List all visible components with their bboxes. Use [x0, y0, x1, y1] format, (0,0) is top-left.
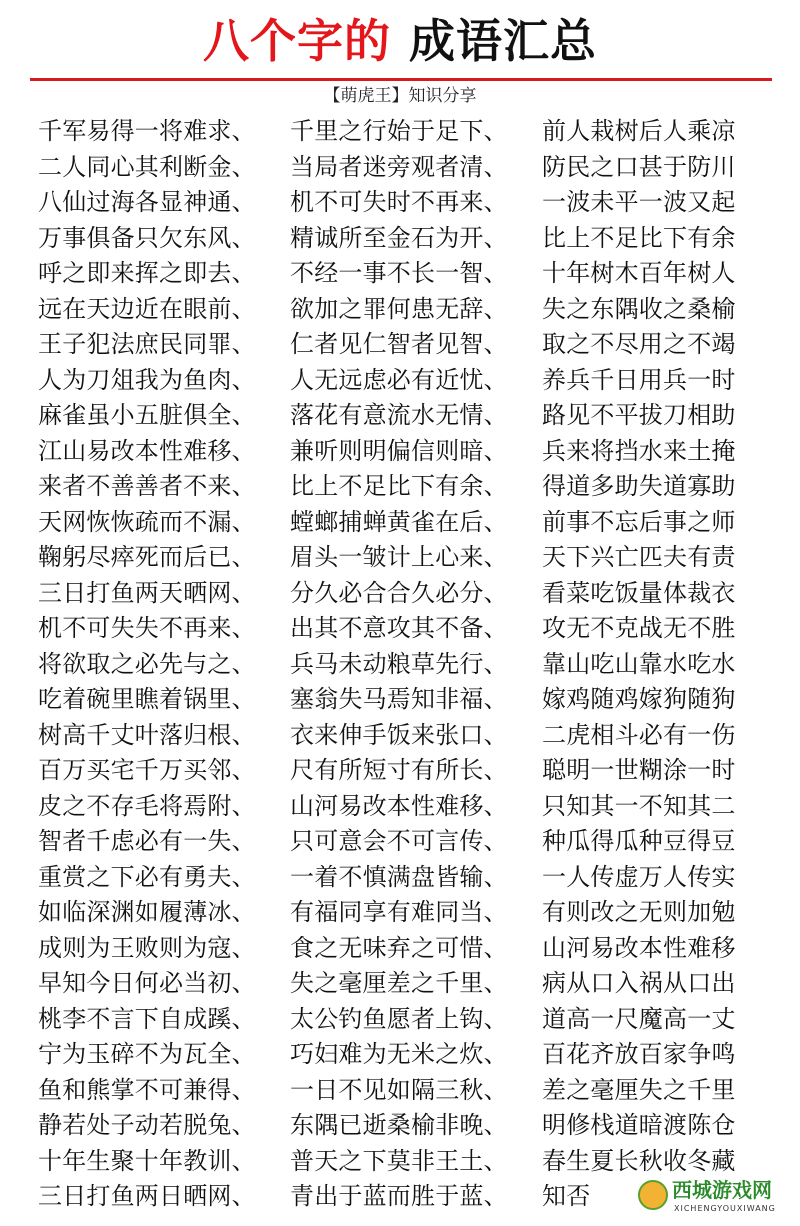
- idiom-cell: 尺有所短寸有所长、: [290, 756, 508, 784]
- idiom-row: [38, 682, 774, 718]
- idiom-cell: 一人传虚万人传实: [542, 862, 736, 891]
- idiom-cell: 江山易改本性难移、: [38, 436, 256, 465]
- idiom-row: [38, 647, 774, 683]
- idiom-cell: 前事不忘后事之师: [542, 507, 736, 536]
- idiom-cell: 只知其一不知其二: [542, 791, 736, 820]
- idiom-cell: 三日打鱼两天晒网、: [38, 578, 256, 607]
- idiom-cell: 路见不平拔刀相助: [542, 401, 736, 429]
- idiom-cell: 精诚所至金石为开、: [290, 223, 508, 252]
- idiom-cell: 明修栈道暗渡陈仓: [542, 1111, 736, 1139]
- idiom-cell: 山河易改本性难移、: [290, 791, 508, 820]
- idiom-cell: 差之毫厘失之千里: [542, 1075, 736, 1104]
- subtitle: 【萌虎王】知识分享: [323, 86, 477, 106]
- idiom-cell: 天下兴亡匹夫有责: [542, 543, 736, 571]
- idiom-cell: 王子犯法庶民同罪、: [38, 330, 256, 358]
- idiom-cell: 智者千虑必有一失、: [38, 827, 256, 855]
- idiom-cell: 十年生聚十年教训、: [38, 1146, 256, 1175]
- idiom-cell: 仁者见仁智者见智、: [290, 330, 508, 358]
- idiom-cell: 落花有意流水无情、: [290, 401, 508, 429]
- idiom-row: [38, 292, 774, 328]
- title-red-part: 八个字的: [203, 14, 391, 68]
- idiom-row: [38, 434, 774, 470]
- idiom-cell: 一日不见如隔三秋、: [290, 1075, 508, 1104]
- idiom-cell: 看菜吃饭量体裁衣: [542, 578, 736, 607]
- title-black-part: 成语汇总: [409, 14, 597, 68]
- idiom-row: [38, 256, 774, 292]
- idiom-cell: 分久必合合久必分、: [290, 578, 508, 607]
- idiom-cell: 眉头一皱计上心来、: [290, 543, 508, 571]
- watermark-sub-text: XICHENGYOUXIWANG: [674, 1204, 776, 1213]
- idiom-cell: 取之不尽用之不竭: [542, 330, 736, 358]
- idiom-row: [38, 576, 774, 612]
- idiom-row: [38, 718, 774, 754]
- idiom-cell: 有则改之无则加勉: [542, 898, 736, 926]
- idiom-cell: 天网恢恢疏而不漏、: [38, 507, 256, 536]
- idiom-row: [38, 824, 774, 860]
- idiom-cell: 远在天边近在眼前、: [38, 294, 256, 323]
- idiom-cell: 不经一事不长一智、: [290, 259, 508, 287]
- idiom-cell: 防民之口甚于防川: [542, 152, 736, 181]
- page-title: [0, 8, 800, 74]
- idiom-cell: 病从口入祸从口出: [542, 969, 736, 997]
- idiom-row: [38, 185, 774, 221]
- idiom-row: [38, 611, 774, 647]
- idiom-cell: 一波未平一波又起: [542, 188, 736, 216]
- idiom-cell: 重赏之下必有勇夫、: [38, 862, 256, 891]
- idiom-cell: 机不可失时不再来、: [290, 188, 508, 216]
- idiom-cell: 攻无不克战无不胜: [542, 614, 736, 642]
- idiom-row: [38, 221, 774, 257]
- idiom-cell: 兼听则明偏信则暗、: [290, 436, 508, 465]
- idiom-cell: 树高千丈叶落归根、: [38, 720, 256, 749]
- site-logo-icon: [638, 1180, 668, 1210]
- idiom-cell: 道高一尺魔高一丈: [542, 1004, 736, 1033]
- idiom-cell: 只可意会不可言传、: [290, 827, 508, 855]
- idiom-row: [38, 753, 774, 789]
- idiom-cell: 千里之行始于足下、: [290, 117, 508, 145]
- idiom-cell: 塞翁失马焉知非福、: [290, 685, 508, 713]
- idiom-cell: 八仙过海各显神通、: [38, 188, 256, 216]
- idiom-cell: 千军易得一将难求、: [38, 117, 256, 145]
- idiom-cell: 当局者迷旁观者清、: [290, 152, 508, 181]
- idiom-row: [38, 1073, 774, 1109]
- idiom-cell: 失之东隅收之桑榆: [542, 294, 736, 323]
- idiom-cell: 得道多助失道寡助: [542, 472, 736, 500]
- idiom-cell: 鱼和熊掌不可兼得、: [38, 1075, 256, 1104]
- idiom-row: [38, 150, 774, 186]
- idiom-row: [38, 398, 774, 434]
- idiom-cell: 出其不意攻其不备、: [290, 614, 508, 642]
- idiom-cell: 春生夏长秋收冬藏: [542, 1146, 736, 1175]
- idiom-cell: 普天之下莫非王土、: [290, 1146, 508, 1175]
- idiom-cell: 来者不善善者不来、: [38, 472, 256, 500]
- idiom-cell: 二人同心其利断金、: [38, 152, 256, 181]
- idiom-cell: 一着不慎满盘皆输、: [290, 862, 508, 891]
- idiom-cell: 呼之即来挥之即去、: [38, 259, 256, 287]
- idiom-cell: 万事俱备只欠东风、: [38, 223, 256, 252]
- idiom-row: [38, 505, 774, 541]
- idiom-cell: 欲加之罪何患无辞、: [290, 294, 508, 323]
- idiom-cell: 螳螂捕蝉黄雀在后、: [290, 507, 508, 536]
- idiom-cell: 知否: [542, 1182, 591, 1210]
- idiom-row: [38, 1002, 774, 1038]
- idiom-cell: 兵马未动粮草先行、: [290, 649, 508, 678]
- idiom-cell: 有福同享有难同当、: [290, 898, 508, 926]
- idiom-cell: 东隅已逝桑榆非晚、: [290, 1111, 508, 1139]
- idiom-cell: 百花齐放百家争鸣: [542, 1040, 736, 1068]
- idiom-row: [38, 469, 774, 505]
- idiom-cell: 机不可失失不再来、: [38, 614, 256, 642]
- idiom-cell: 人无远虑必有近忧、: [290, 365, 508, 394]
- idiom-cell: 二虎相斗必有一伤: [542, 720, 736, 749]
- idiom-row: [38, 895, 774, 931]
- idiom-cell: 太公钓鱼愿者上钩、: [290, 1004, 508, 1033]
- idiom-cell: 皮之不存毛将焉附、: [38, 791, 256, 820]
- idiom-cell: 早知今日何必当初、: [38, 969, 256, 997]
- idiom-row: [38, 931, 774, 967]
- idiom-row: [38, 1108, 774, 1144]
- idiom-cell: 如临深渊如履薄冰、: [38, 898, 256, 926]
- idiom-row: [38, 966, 774, 1002]
- idiom-cell: 宁为玉碎不为瓦全、: [38, 1040, 256, 1068]
- idiom-cell: 麻雀虽小五脏俱全、: [38, 401, 256, 429]
- idiom-cell: 青出于蓝而胜于蓝、: [290, 1182, 508, 1210]
- idiom-row: [38, 789, 774, 825]
- idiom-cell: 衣来伸手饭来张口、: [290, 720, 508, 749]
- idiom-cell: 聪明一世糊涂一时: [542, 756, 736, 784]
- idiom-cell: 兵来将挡水来土掩: [542, 436, 736, 465]
- idiom-row: [38, 327, 774, 363]
- idiom-cell: 养兵千日用兵一时: [542, 365, 736, 394]
- idiom-row: [38, 114, 774, 150]
- idiom-cell: 山河易改本性难移: [542, 933, 736, 962]
- idiom-cell: 种瓜得瓜种豆得豆: [542, 827, 736, 855]
- idiom-cell: 成则为王败则为寇、: [38, 933, 256, 962]
- idiom-cell: 十年树木百年树人: [542, 259, 736, 287]
- watermark-logo: [632, 1174, 782, 1220]
- idiom-row: [38, 363, 774, 399]
- watermark-main-text: 西城游戏网: [672, 1178, 772, 1202]
- idiom-cell: 比上不足比下有余: [542, 223, 736, 252]
- idiom-row: [38, 860, 774, 896]
- idiom-cell: 桃李不言下自成蹊、: [38, 1004, 256, 1033]
- idiom-cell: 吃着碗里瞧着锅里、: [38, 685, 256, 713]
- idiom-row: [38, 540, 774, 576]
- idiom-cell: 百万买宅千万买邻、: [38, 756, 256, 784]
- idiom-cell: 靠山吃山靠水吃水: [542, 649, 736, 678]
- idiom-cell: 失之毫厘差之千里、: [290, 969, 508, 997]
- idiom-cell: 比上不足比下有余、: [290, 472, 508, 500]
- idiom-cell: 人为刀俎我为鱼肉、: [38, 365, 256, 394]
- idiom-cell: 嫁鸡随鸡嫁狗随狗: [542, 685, 736, 713]
- title-divider: [30, 78, 772, 81]
- idiom-cell: 静若处子动若脱兔、: [38, 1111, 256, 1139]
- idiom-cell: 食之无味弃之可惜、: [290, 933, 508, 962]
- idiom-cell: 三日打鱼两日晒网、: [38, 1182, 256, 1210]
- idiom-cell: 鞠躬尽瘁死而后已、: [38, 543, 256, 571]
- idiom-cell: 将欲取之必先与之、: [38, 649, 256, 678]
- idiom-cell: 前人栽树后人乘凉: [542, 117, 736, 145]
- idiom-row: [38, 1037, 774, 1073]
- idiom-grid: [38, 114, 774, 1214]
- idiom-cell: 巧妇难为无米之炊、: [290, 1040, 508, 1068]
